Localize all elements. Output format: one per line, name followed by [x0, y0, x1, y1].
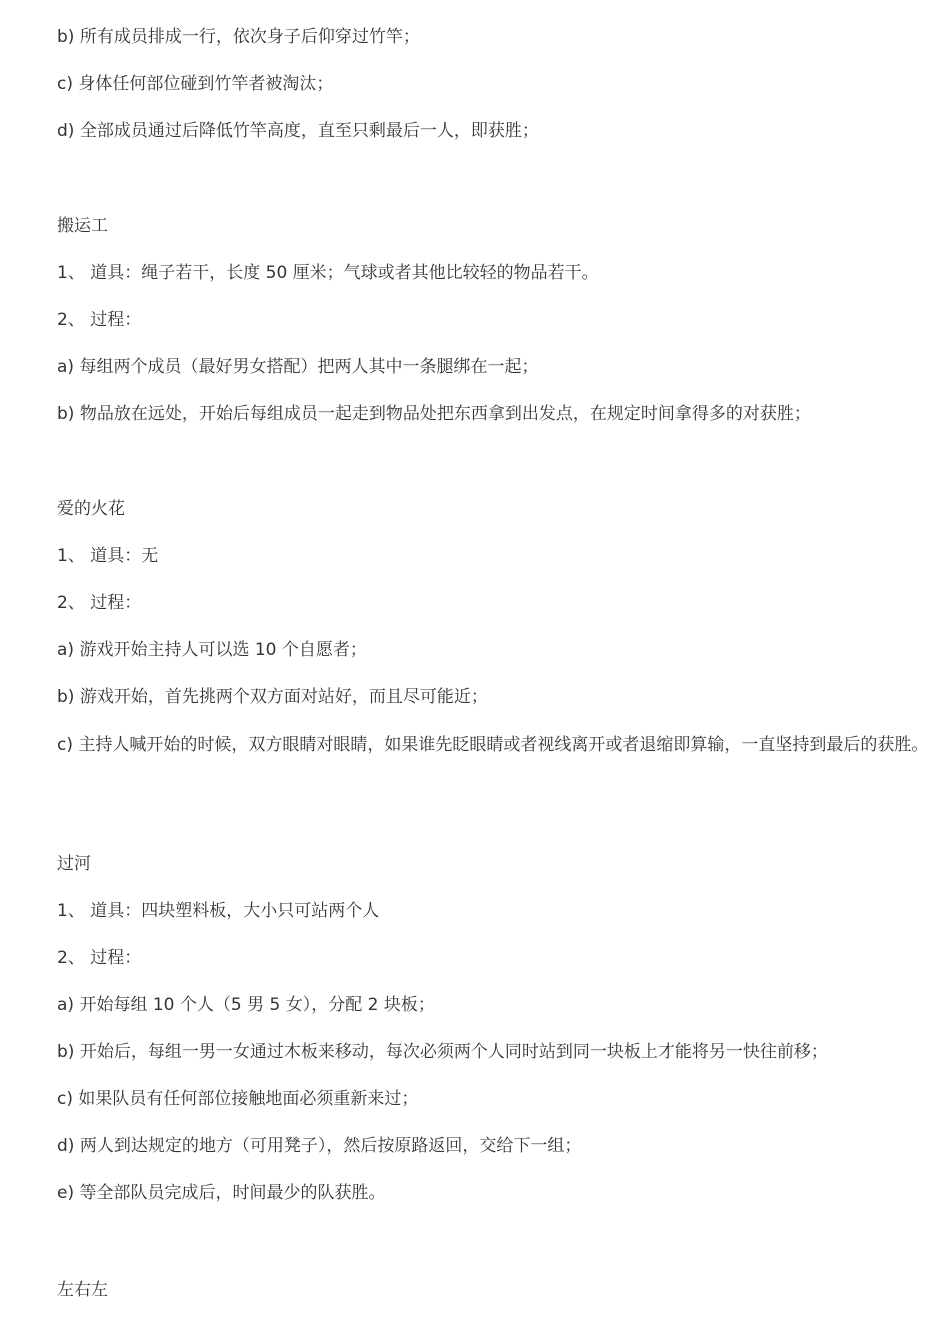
game-title: 过河 [57, 854, 91, 874]
rule-line: b) 游戏开始，首先挑两个双方面对站好，而且尽可能近； [57, 687, 488, 707]
rule-line: 2、 过程： [57, 948, 142, 968]
game-title: 搬运工 [57, 216, 108, 236]
rule-paragraph: c) 主持人喊开始的时候，双方眼睛对眼睛，如果谁先眨眼睛或者视线离开或者退缩即算输，一直坚持到最后的获胜。 [57, 735, 929, 755]
rule-line: a) 开始每组 10 个人（5 男 5 女），分配 2 块板； [57, 995, 435, 1015]
rule-line: 2、 过程： [57, 593, 142, 613]
rule-line: c) 如果队员有任何部位接触地面必须重新来过； [57, 1089, 419, 1109]
rule-line: d) 全部成员通过后降低竹竿高度，直至只剩最后一人，即获胜； [57, 121, 539, 141]
rule-line: b) 开始后，每组一男一女通过木板来移动，每次必须两个人同时站到同一块板上才能将另一快往前移； [57, 1042, 828, 1062]
rule-line: 1、 道具：绳子若干，长度 50 厘米；气球或者其他比较轻的物品若干。 [57, 263, 599, 283]
rule-line: c) 身体任何部位碰到竹竿者被淘汰； [57, 74, 334, 94]
rule-line: a) 游戏开始主持人可以选 10 个自愿者； [57, 640, 367, 660]
rule-line: 1、 道具：四块塑料板，大小只可站两个人 [57, 901, 380, 921]
rule-line: b) 物品放在远处，开始后每组成员一起走到物品处把东西拿到出发点，在规定时间拿得多的对获胜； [57, 404, 811, 424]
game-title: 左右左 [57, 1280, 108, 1300]
rule-line: 1、 道具：无 [57, 546, 159, 566]
game-title: 爱的火花 [57, 499, 125, 519]
rule-line: 2、 过程： [57, 310, 142, 330]
rule-line: d) 两人到达规定的地方（可用凳子），然后按原路返回，交给下一组； [57, 1136, 582, 1156]
rule-line: a) 每组两个成员（最好男女搭配）把两人其中一条腿绑在一起； [57, 357, 539, 377]
rule-line: e) 等全部队员完成后，时间最少的队获胜。 [57, 1183, 386, 1203]
rule-line: b) 所有成员排成一行，依次身子后仰穿过竹竿； [57, 27, 420, 47]
